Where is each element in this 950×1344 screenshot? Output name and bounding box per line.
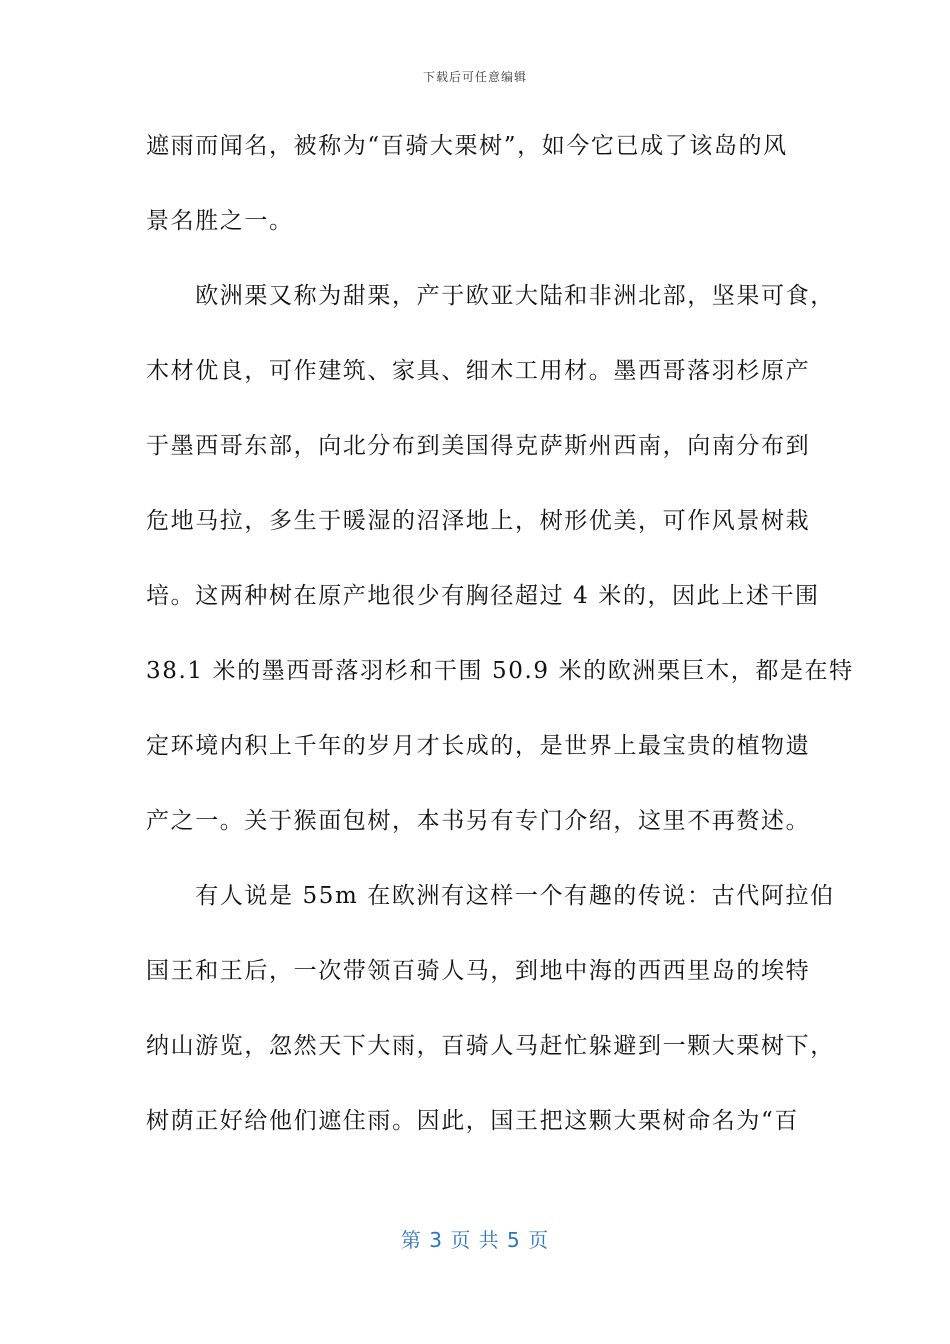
text-line: 木材优良，可作建筑、家具、细木工用材。墨西哥落羽杉原产 [146,358,811,384]
page-number-footer: 第 3 页 共 5 页 [400,1228,550,1252]
text-line: 纳山游览，忽然天下大雨，百骑人马赶忙躲避到一颗大栗树下， [146,1033,835,1059]
text-line: 遮雨而闻名，被称为“百骑大栗树”，如今它已成了该岛的风 [146,133,788,159]
text-line: 景名胜之一。 [146,208,294,234]
text-line: 树荫正好给他们遮住雨。因此，国王把这颗大栗树命名为“百 [146,1108,799,1134]
header-note: 下载后可任意编辑 [422,70,527,84]
text-line: 定环境内积上千年的岁月才长成的，是世界上最宝贵的植物遗 [146,733,811,759]
text-line: 欧洲栗又称为甜栗，产于欧亚大陆和非洲北部，坚果可食， [146,283,835,309]
text-line: 38.1 米的墨西哥落羽杉和干围 50.9 米的欧洲栗巨木，都是在特 [146,658,854,684]
document-body [146,118,854,1168]
text-line: 于墨西哥东部，向北分布到美国得克萨斯州西南，向南分布到 [146,433,811,459]
text-line: 国王和王后，一次带领百骑人马，到地中海的西西里岛的埃特 [146,958,811,984]
text-line: 培。这两种树在原产地很少有胸径超过 4 米的，因此上述干围 [146,583,820,609]
text-line: 产之一。关于猴面包树，本书另有专门介绍，这里不再赘述。 [146,808,811,834]
text-line: 有人说是 55m 在欧洲有这样一个有趣的传说：古代阿拉伯 [146,883,835,909]
text-line: 危地马拉，多生于暖湿的沼泽地上，树形优美，可作风景树栽 [146,508,811,534]
